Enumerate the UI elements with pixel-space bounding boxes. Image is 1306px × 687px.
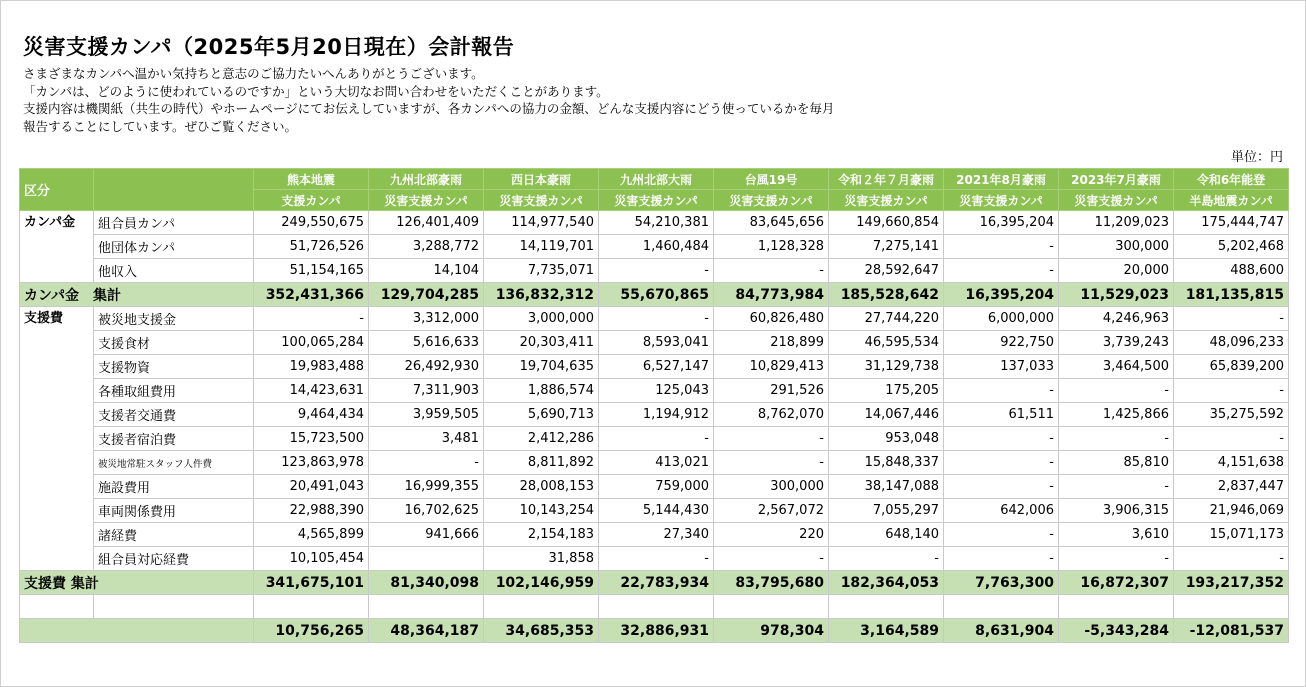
value-cell: - [829, 547, 944, 571]
value-cell: 488,600 [1174, 259, 1289, 283]
value-cell: 4,151,638 [1174, 451, 1289, 475]
value-cell: 14,423,631 [254, 379, 369, 403]
value-cell: 300,000 [714, 475, 829, 499]
value-cell: 4,565,899 [254, 523, 369, 547]
value-cell: 5,616,633 [369, 331, 484, 355]
row-item-label: 組合員対応経費 [94, 547, 254, 571]
value-cell: 14,119,701 [484, 235, 599, 259]
value-cell: 15,723,500 [254, 427, 369, 451]
column-header-line2: 半島地震カンパ [1174, 190, 1289, 211]
total-value-cell: 341,675,101 [254, 571, 369, 595]
value-cell: 26,492,930 [369, 355, 484, 379]
value-cell: 1,128,328 [714, 235, 829, 259]
unit-label: 単位：円 [1230, 150, 1283, 165]
value-cell: 3,000,000 [484, 307, 599, 331]
column-header-line1: 令和２年７月豪雨 [829, 169, 944, 190]
total-value-cell: 16,872,307 [1059, 571, 1174, 595]
total-value-cell: 129,704,285 [369, 283, 484, 307]
value-cell: 7,311,903 [369, 379, 484, 403]
row-item-label: 支援者宿泊費 [94, 427, 254, 451]
value-cell: - [714, 427, 829, 451]
value-cell: - [1174, 307, 1289, 331]
value-cell: 175,444,747 [1174, 211, 1289, 235]
value-cell: - [1174, 427, 1289, 451]
column-header-line1: 九州北部大雨 [599, 169, 714, 190]
value-cell: 941,666 [369, 523, 484, 547]
value-cell: 9,464,434 [254, 403, 369, 427]
column-header-line1: 令和6年能登 [1174, 169, 1289, 190]
empty-cell [94, 595, 254, 619]
value-cell: 759,000 [599, 475, 714, 499]
empty-cell [599, 595, 714, 619]
row-item-label: 他団体カンパ [94, 235, 254, 259]
row-item-label: 各種取組費用 [94, 379, 254, 403]
total-value-cell: 81,340,098 [369, 571, 484, 595]
column-header-line1: 熊本地震 [254, 169, 369, 190]
value-cell: 16,702,625 [369, 499, 484, 523]
support-row [20, 523, 1289, 547]
value-cell: 6,527,147 [599, 355, 714, 379]
value-cell: 2,837,447 [1174, 475, 1289, 499]
intro-line: 「カンパは、どのように使われているのですか」という大切なお問い合わせをいただくことがあります。 [23, 83, 609, 99]
total-value-cell: 83,795,680 [714, 571, 829, 595]
value-cell: 85,810 [1059, 451, 1174, 475]
value-cell: 31,858 [484, 547, 599, 571]
row-item-label: 他収入 [94, 259, 254, 283]
column-header-line2: 災害支援カンパ [944, 190, 1059, 211]
value-cell: 126,401,409 [369, 211, 484, 235]
value-cell: - [1059, 379, 1174, 403]
empty-cell [20, 595, 94, 619]
value-cell: 48,096,233 [1174, 331, 1289, 355]
category-header: 区分 [20, 169, 94, 211]
total-value-cell: 102,146,959 [484, 571, 599, 595]
spacer-row [20, 595, 1289, 619]
value-cell: - [714, 451, 829, 475]
column-header-line1: 九州北部豪雨 [369, 169, 484, 190]
value-cell: - [944, 379, 1059, 403]
row-item-label: 組合員カンパ [94, 211, 254, 235]
intro-line: さまざまなカンパへ温かい気持ちと意志のご協力たいへんありがとうございます。 [23, 66, 484, 81]
support-row [20, 331, 1289, 355]
intro-line: 支援内容は機関紙（共生の時代）やホームページにてお伝えしていますが、各カンパへの協力の金額、どんな支援内容にどう使っているかを毎月 [23, 101, 835, 116]
value-cell: - [599, 259, 714, 283]
row-item-label: 支援食材 [94, 331, 254, 355]
value-cell: 8,762,070 [714, 403, 829, 427]
value-cell: 28,008,153 [484, 475, 599, 499]
value-cell: 3,739,243 [1059, 331, 1174, 355]
value-cell: 3,481 [369, 427, 484, 451]
value-cell: 38,147,088 [829, 475, 944, 499]
row-item-label: 被災地支援金 [94, 307, 254, 331]
balance-value-cell: 978,304 [714, 619, 829, 643]
value-cell: 16,395,204 [944, 211, 1059, 235]
value-cell: - [944, 523, 1059, 547]
value-cell: 35,275,592 [1174, 403, 1289, 427]
value-cell: 218,899 [714, 331, 829, 355]
row-item-label: 諸経費 [94, 523, 254, 547]
value-cell: 220 [714, 523, 829, 547]
support-row [20, 307, 1289, 331]
value-cell: 19,983,488 [254, 355, 369, 379]
value-cell: 10,143,254 [484, 499, 599, 523]
value-cell: 3,288,772 [369, 235, 484, 259]
empty-cell [829, 595, 944, 619]
support-row [20, 547, 1289, 571]
value-cell: 5,144,430 [599, 499, 714, 523]
value-cell: 7,275,141 [829, 235, 944, 259]
value-cell: 3,312,000 [369, 307, 484, 331]
value-cell: - [714, 547, 829, 571]
value-cell: 100,065,284 [254, 331, 369, 355]
value-cell: - [944, 451, 1059, 475]
value-cell: 20,303,411 [484, 331, 599, 355]
page-title: 災害支援カンパ（2025年5月20日現在）会計報告 [23, 35, 515, 59]
support-row [20, 355, 1289, 379]
support-category-label: 支援費 [20, 307, 94, 571]
value-cell: 14,104 [369, 259, 484, 283]
kanpa-row [20, 211, 1289, 235]
value-cell: 6,000,000 [944, 307, 1059, 331]
value-cell: 19,704,635 [484, 355, 599, 379]
value-cell: 27,340 [599, 523, 714, 547]
empty-cell [1059, 595, 1174, 619]
value-cell: 1,886,574 [484, 379, 599, 403]
intro-line: 報告することにしています。ぜひご覧ください。 [23, 118, 298, 134]
value-cell: 149,660,854 [829, 211, 944, 235]
value-cell: 642,006 [944, 499, 1059, 523]
value-cell: 3,464,500 [1059, 355, 1174, 379]
value-cell: - [369, 451, 484, 475]
value-cell: 22,988,390 [254, 499, 369, 523]
empty-cell [1174, 595, 1289, 619]
value-cell: 1,194,912 [599, 403, 714, 427]
report-table [19, 168, 1289, 643]
empty-cell [944, 595, 1059, 619]
total-value-cell: 7,763,300 [944, 571, 1059, 595]
value-cell: 8,811,892 [484, 451, 599, 475]
row-item-label: 施設費用 [94, 475, 254, 499]
value-cell: 3,610 [1059, 523, 1174, 547]
value-cell: - [599, 547, 714, 571]
balance-value-cell: 32,886,931 [599, 619, 714, 643]
value-cell [369, 547, 484, 571]
value-cell: - [1059, 475, 1174, 499]
value-cell: 28,592,647 [829, 259, 944, 283]
value-cell: 953,048 [829, 427, 944, 451]
total-label: カンパ金 集計 [20, 283, 254, 307]
value-cell: - [944, 235, 1059, 259]
value-cell: 249,550,675 [254, 211, 369, 235]
value-cell: - [1174, 379, 1289, 403]
column-header-line2: 災害支援カンパ [1059, 190, 1174, 211]
value-cell: - [599, 307, 714, 331]
row-item-label: 被災地常駐スタッフ人件費 [94, 451, 254, 475]
total-value-cell: 182,364,053 [829, 571, 944, 595]
kanpa-row [20, 235, 1289, 259]
balance-value-cell: -12,081,537 [1174, 619, 1289, 643]
value-cell: - [1059, 427, 1174, 451]
balance-value-cell: 8,631,904 [944, 619, 1059, 643]
support-row [20, 403, 1289, 427]
value-cell: 137,033 [944, 355, 1059, 379]
total-label: 支援費 集計 [20, 571, 254, 595]
value-cell: 5,202,468 [1174, 235, 1289, 259]
header-row [20, 169, 1289, 190]
value-cell: 31,129,738 [829, 355, 944, 379]
column-header-line1: 西日本豪雨 [484, 169, 599, 190]
support-row [20, 499, 1289, 523]
total-value-cell: 11,529,023 [1059, 283, 1174, 307]
row-item-label: 支援者交通費 [94, 403, 254, 427]
column-header-line2: 災害支援カンパ [484, 190, 599, 211]
value-cell: 7,055,297 [829, 499, 944, 523]
value-cell: 10,105,454 [254, 547, 369, 571]
value-cell: - [944, 259, 1059, 283]
value-cell: 1,460,484 [599, 235, 714, 259]
value-cell: 125,043 [599, 379, 714, 403]
total-value-cell: 352,431,366 [254, 283, 369, 307]
value-cell: 15,848,337 [829, 451, 944, 475]
value-cell: 1,425,866 [1059, 403, 1174, 427]
kanpa-row [20, 259, 1289, 283]
value-cell: 16,999,355 [369, 475, 484, 499]
balance-value-cell: 48,364,187 [369, 619, 484, 643]
value-cell: 27,744,220 [829, 307, 944, 331]
value-cell: - [254, 307, 369, 331]
value-cell: 11,209,023 [1059, 211, 1174, 235]
total-value-cell: 16,395,204 [944, 283, 1059, 307]
value-cell: 60,826,480 [714, 307, 829, 331]
empty-cell [254, 595, 369, 619]
total-value-cell: 193,217,352 [1174, 571, 1289, 595]
value-cell: 14,067,446 [829, 403, 944, 427]
value-cell: 413,021 [599, 451, 714, 475]
column-header-line2: 災害支援カンパ [369, 190, 484, 211]
value-cell: 4,246,963 [1059, 307, 1174, 331]
value-cell: 175,205 [829, 379, 944, 403]
value-cell: - [714, 259, 829, 283]
value-cell: 8,593,041 [599, 331, 714, 355]
support-row [20, 475, 1289, 499]
balance-value-cell: 3,164,589 [829, 619, 944, 643]
total-value-cell: 84,773,984 [714, 283, 829, 307]
value-cell: 65,839,200 [1174, 355, 1289, 379]
value-cell: 61,511 [944, 403, 1059, 427]
value-cell: 83,645,656 [714, 211, 829, 235]
support-row [20, 379, 1289, 403]
value-cell: 21,946,069 [1174, 499, 1289, 523]
column-header-line2: 災害支援カンパ [599, 190, 714, 211]
column-header-line1: 台風19号 [714, 169, 829, 190]
value-cell: - [944, 475, 1059, 499]
empty-cell [714, 595, 829, 619]
value-cell: 3,959,505 [369, 403, 484, 427]
value-cell: 3,906,315 [1059, 499, 1174, 523]
value-cell: - [599, 427, 714, 451]
total-value-cell: 22,783,934 [599, 571, 714, 595]
total-value-cell: 181,135,815 [1174, 283, 1289, 307]
kanpa-category-label: カンパ金 [20, 211, 94, 283]
value-cell: 922,750 [944, 331, 1059, 355]
value-cell: 2,154,183 [484, 523, 599, 547]
column-header-line1: 2021年8月豪雨 [944, 169, 1059, 190]
value-cell: 54,210,381 [599, 211, 714, 235]
column-header-line2: 災害支援カンパ [714, 190, 829, 211]
value-cell: - [944, 547, 1059, 571]
value-cell: 7,735,071 [484, 259, 599, 283]
value-cell: 51,154,165 [254, 259, 369, 283]
balance-row [20, 619, 1289, 643]
support-row [20, 451, 1289, 475]
value-cell: 2,567,072 [714, 499, 829, 523]
value-cell: 300,000 [1059, 235, 1174, 259]
support-total-row [20, 571, 1289, 595]
total-value-cell: 185,528,642 [829, 283, 944, 307]
total-value-cell: 55,670,865 [599, 283, 714, 307]
value-cell: 114,977,540 [484, 211, 599, 235]
value-cell: - [1174, 547, 1289, 571]
empty-cell [484, 595, 599, 619]
intro-text [23, 65, 834, 135]
value-cell: 15,071,173 [1174, 523, 1289, 547]
value-cell: 10,829,413 [714, 355, 829, 379]
column-header-line2: 災害支援カンパ [829, 190, 944, 211]
value-cell: 123,863,978 [254, 451, 369, 475]
value-cell: 20,000 [1059, 259, 1174, 283]
value-cell: 46,595,534 [829, 331, 944, 355]
value-cell: 5,690,713 [484, 403, 599, 427]
empty-cell [369, 595, 484, 619]
support-row [20, 427, 1289, 451]
total-value-cell: 136,832,312 [484, 283, 599, 307]
balance-value-cell: 34,685,353 [484, 619, 599, 643]
value-cell: 291,526 [714, 379, 829, 403]
value-cell: 51,726,526 [254, 235, 369, 259]
column-header-line2: 支援カンパ [254, 190, 369, 211]
balance-value-cell: -5,343,284 [1059, 619, 1174, 643]
value-cell: - [944, 427, 1059, 451]
column-header-line1: 2023年7月豪雨 [1059, 169, 1174, 190]
balance-value-cell: 10,756,265 [254, 619, 369, 643]
value-cell: 648,140 [829, 523, 944, 547]
balance-label [20, 619, 254, 643]
row-item-label: 支援物資 [94, 355, 254, 379]
item-header [94, 169, 254, 211]
value-cell: - [1059, 547, 1174, 571]
value-cell: 20,491,043 [254, 475, 369, 499]
value-cell: 2,412,286 [484, 427, 599, 451]
kanpa-total-row [20, 283, 1289, 307]
row-item-label: 車両関係費用 [94, 499, 254, 523]
